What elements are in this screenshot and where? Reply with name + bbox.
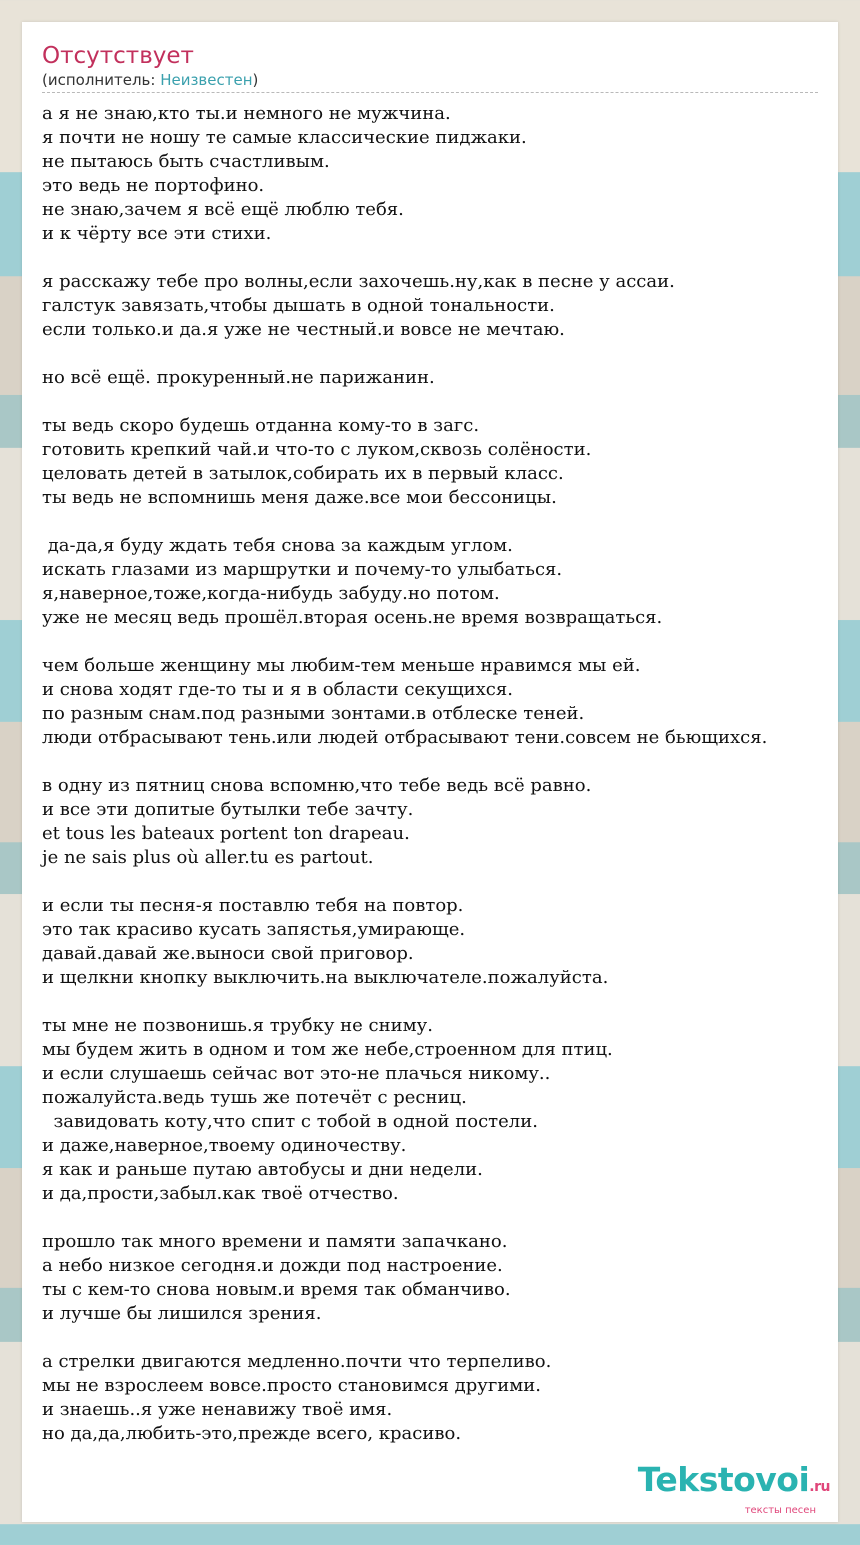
stanza-break (42, 1206, 860, 1230)
lyric-line: целовать детей в затылок,собирать их в первый класс. (42, 463, 564, 484)
lyric-line: мы не взрослеем вовсе.просто становимся другими. (42, 1375, 542, 1396)
stanza-break (42, 750, 860, 774)
artist-link[interactable]: Неизвестен (160, 71, 253, 89)
stanza-break (42, 630, 860, 654)
lyric-line: и если ты песня-я поставлю тебя на повтор. (42, 895, 464, 916)
lyric-line: мы будем жить в одном и том же небе,строенном для птиц. (42, 1039, 613, 1060)
lyrics-text (42, 102, 860, 1446)
lyric-line: и даже,наверное,твоему одиночеству. (42, 1135, 407, 1156)
lyric-line: и да,прости,забыл.как твоё отчество. (42, 1183, 399, 1204)
lyric-line: не знаю,зачем я всё ещё люблю тебя. (42, 199, 404, 220)
stanza-break (42, 342, 860, 366)
lyric-line: это ведь не портофино. (42, 175, 265, 196)
stanza-break (42, 870, 860, 894)
logo-tagline: тексты песен (744, 1505, 816, 1516)
artist-suffix: ) (252, 71, 259, 89)
lyric-line: а я не знаю,кто ты.и немного не мужчина. (42, 103, 451, 124)
lyric-line: люди отбрасывают тень.или людей отбрасывают тени.совсем не бьющихся. (42, 727, 768, 748)
stanza-break (42, 246, 860, 270)
song-header (42, 42, 818, 93)
lyric-line: а небо низкое сегодня.и дожди под настроение. (42, 1255, 503, 1276)
lyric-line: я почти не ношу те самые классические пиджаки. (42, 127, 527, 148)
lyric-line: ты мне не позвонишь.я трубку не сниму. (42, 1015, 433, 1036)
lyric-line: и щелкни кнопку выключить.на выключателе.пожалуйста. (42, 967, 609, 988)
lyric-line: давай.давай же.выноси свой приговор. (42, 943, 414, 964)
lyric-line: но всё ещё. прокуренный.не парижанин. (42, 367, 435, 388)
lyric-line: je ne sais plus où aller.tu es partout. (42, 847, 374, 868)
lyric-line: прошло так много времени и памяти запачкано. (42, 1231, 508, 1252)
lyric-line: да-да,я буду ждать тебя снова за каждым углом. (42, 535, 513, 556)
lyric-line: ты ведь скоро будешь отданна кому-то в загс. (42, 415, 480, 436)
stanza-break (42, 510, 860, 534)
artist-line (42, 70, 818, 90)
stanza-break (42, 990, 860, 1014)
lyric-line: и все эти допитые бутылки тебе зачту. (42, 799, 414, 820)
lyric-line: я расскажу тебе про волны,если захочешь.ну,как в песне у ассаи. (42, 271, 675, 292)
lyrics-card (22, 22, 838, 1522)
lyric-line: но да,да,любить-это,прежде всего, красиво. (42, 1423, 462, 1444)
lyric-line: и знаешь..я уже ненавижу твоё имя. (42, 1399, 393, 1420)
lyric-line: галстук завязать,чтобы дышать в одной тональности. (42, 295, 555, 316)
lyric-line: в одну из пятниц снова вспомню,что тебе ведь всё равно. (42, 775, 592, 796)
lyric-line: это так красиво кусать запястья,умирающе. (42, 919, 466, 940)
lyric-line: ты ведь не вспомнишь меня даже.все мои бессоницы. (42, 487, 557, 508)
logo-tld: .ru (809, 1479, 830, 1495)
lyric-line: завидовать коту,что спит с тобой в одной постели. (42, 1111, 538, 1132)
lyric-line: готовить крепкий чай.и что-то с луком,сквозь солёности. (42, 439, 592, 460)
lyric-line: и если слушаешь сейчас вот это-не плачься никому.. (42, 1063, 551, 1084)
lyric-line: ты с кем-то снова новым.и время так обманчиво. (42, 1279, 511, 1300)
lyric-line: по разным снам.под разными зонтами.в отблеске теней. (42, 703, 585, 724)
lyric-line: я,наверное,тоже,когда-нибудь забуду.но потом. (42, 583, 500, 604)
lyric-line: и лучше бы лишился зрения. (42, 1303, 322, 1324)
lyric-line: чем больше женщину мы любим-тем меньше нравимся мы ей. (42, 655, 641, 676)
lyric-line: и снова ходят где-то ты и я в области секущихся. (42, 679, 513, 700)
lyric-line: и к чёрту все эти стихи. (42, 223, 272, 244)
lyric-line: если только.и да.я уже не честный.и вовсе не мечтаю. (42, 319, 565, 340)
lyric-line: уже не месяц ведь прошёл.вторая осень.не время возвращаться. (42, 607, 663, 628)
site-logo[interactable] (620, 1462, 830, 1518)
lyric-line: не пытаюсь быть счастливым. (42, 151, 330, 172)
stanza-break (42, 1326, 860, 1350)
lyric-line: et tous les bateaux portent ton drapeau. (42, 823, 410, 844)
logo-main-text: Tekstovoi (637, 1460, 810, 1499)
lyric-line: я как и раньше путаю автобусы и дни недели. (42, 1159, 483, 1180)
lyric-line: пожалуйста.ведь тушь же потечёт с ресниц. (42, 1087, 467, 1108)
song-title: Отсутствует (42, 43, 194, 69)
artist-prefix: (исполнитель: (42, 71, 161, 89)
lyric-line: а стрелки двигаются медленно.почти что терпеливо. (42, 1351, 552, 1372)
lyric-line: искать глазами из маршрутки и почему-то улыбаться. (42, 559, 563, 580)
stanza-break (42, 390, 860, 414)
